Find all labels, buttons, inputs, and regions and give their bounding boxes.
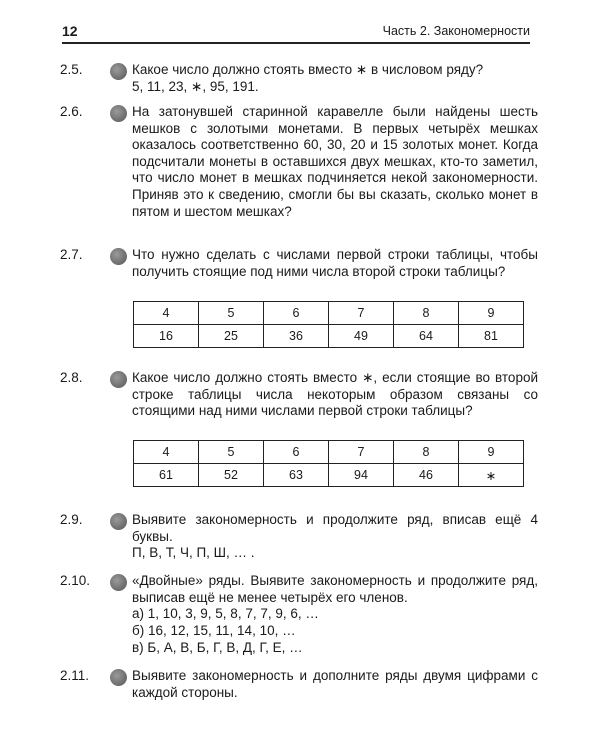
table-cell: 46 — [394, 464, 459, 487]
table-row-2 — [134, 325, 524, 348]
table-cell: 8 — [394, 302, 459, 325]
table-cell: 5 — [199, 441, 264, 464]
problem-text: Что нужно сделать с числами первой строки таблицы, чтобы получить стоящие под ними числа второй строки таблицы? — [132, 247, 538, 279]
table-2-8 — [133, 440, 524, 487]
problem-text: Какое число должно стоять вместо ∗, если стоящие во второй строке таблицы числа некоторым образом связаны со стоящими над ними числами первой строки таблицы? — [132, 370, 538, 419]
table-cell: 9 — [459, 302, 524, 325]
problem-number: 2.5. — [60, 62, 83, 77]
difficulty-dot-icon — [110, 669, 127, 686]
table-2-7 — [133, 301, 524, 348]
table-cell: 4 — [134, 441, 199, 464]
table-cell: 64 — [394, 325, 459, 348]
table-cell: 6 — [264, 441, 329, 464]
difficulty-dot-icon — [110, 574, 127, 591]
table-cell: 25 — [199, 325, 264, 348]
table-cell: 4 — [134, 302, 199, 325]
problem-number: 2.11. — [60, 668, 90, 683]
letter-sequence: П, В, Т, Ч, П, Ш, … . — [132, 545, 255, 560]
table-cell: 94 — [329, 464, 394, 487]
table-cell: 52 — [199, 464, 264, 487]
running-head: Часть 2. Закономерности — [382, 24, 530, 38]
table-cell: ∗ — [459, 464, 524, 487]
table-cell: 7 — [329, 302, 394, 325]
table-cell: 6 — [264, 302, 329, 325]
difficulty-dot-icon — [110, 63, 127, 80]
problem-number: 2.7. — [60, 247, 83, 262]
number-sequence: 5, 11, 23, ∗, 95, 191. — [132, 79, 259, 94]
table-cell: 9 — [459, 441, 524, 464]
list-item: в) Б, А, В, Б, Г, В, Д, Г, Е, … — [132, 640, 303, 655]
difficulty-dot-icon — [110, 105, 127, 122]
difficulty-dot-icon — [110, 248, 127, 265]
problem-number: 2.8. — [60, 370, 83, 385]
table-row-2 — [134, 464, 524, 487]
table-cell: 7 — [329, 441, 394, 464]
problem-number: 2.6. — [60, 104, 83, 119]
table-cell: 63 — [264, 464, 329, 487]
table-row-1 — [134, 302, 524, 325]
table-cell: 61 — [134, 464, 199, 487]
table-row-1 — [134, 441, 524, 464]
difficulty-dot-icon — [110, 371, 127, 388]
table-cell: 5 — [199, 302, 264, 325]
problem-text: Выявите закономерность и дополните ряды двумя цифрами с каждой стороны. — [132, 668, 538, 700]
problem-text: На затонувшей старинной каравелле были найдены шесть мешков с золотыми монетами. В первых четырёх мешках оказалось соответственно 60, 30, 20 и 15 золотых монет. Когда подсчитали монеты в оставшихся двух мешках, кто-то заметил, что число монет в мешках подчиняется некой закономерности. Приняв это к сведению, смогли бы вы сказать, сколько монет в пятом и шестом мешках? — [132, 104, 538, 219]
table-cell: 81 — [459, 325, 524, 348]
list-item: а) 1, 10, 3, 9, 5, 8, 7, 7, 9, 6, … — [132, 606, 319, 621]
page-number: 12 — [62, 23, 78, 39]
table-cell: 16 — [134, 325, 199, 348]
problem-text: Выявите закономерность и продолжите ряд, вписав ещё 4 буквы. — [132, 512, 538, 544]
difficulty-dot-icon — [110, 513, 127, 530]
problem-text: «Двойные» ряды. Выявите закономерность и продолжите ряд, выписав ещё не менее четырёх его членов. — [132, 573, 538, 605]
table-cell: 49 — [329, 325, 394, 348]
table-cell: 8 — [394, 441, 459, 464]
problem-text: Какое число должно стоять вместо ∗ в числовом ряду? — [132, 62, 484, 77]
problem-number: 2.9. — [60, 512, 83, 527]
list-item: б) 16, 12, 15, 11, 14, 10, … — [132, 623, 296, 638]
table-cell: 36 — [264, 325, 329, 348]
page-header — [62, 22, 530, 44]
problem-number: 2.10. — [60, 573, 91, 588]
